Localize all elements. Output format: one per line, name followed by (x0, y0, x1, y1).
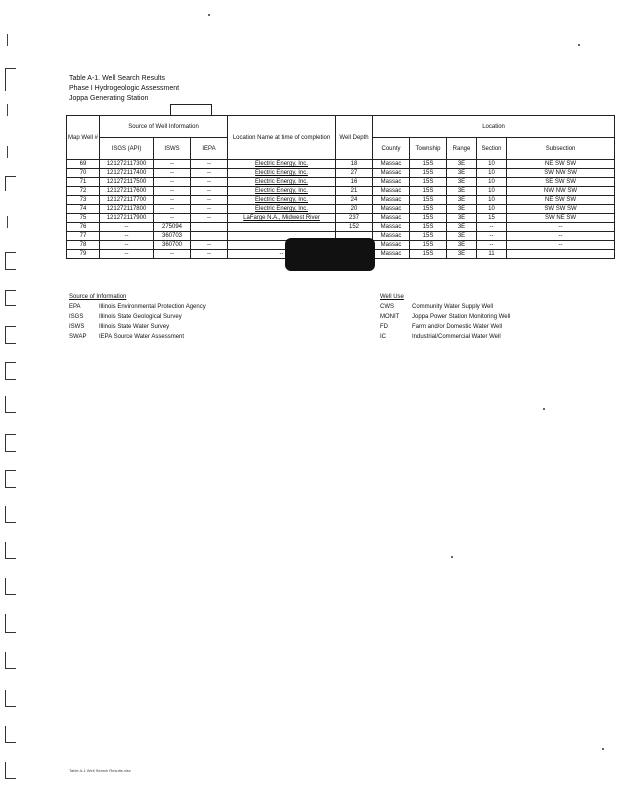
cell-depth: 152 (336, 223, 373, 232)
cell-county: Massac (373, 169, 410, 178)
cell-iepa (191, 223, 228, 232)
cell-isws: 275094 (154, 223, 191, 232)
legend-item (380, 302, 510, 312)
cell-subsection: NW NW SW (507, 187, 615, 196)
legend-sources-heading: Source of Information (69, 294, 127, 300)
cell-name: Electric Energy, Inc. (228, 187, 336, 196)
binder-mark (5, 68, 16, 91)
cell-range: 3E (447, 223, 477, 232)
cell-county: Massac (373, 241, 410, 250)
legend-code: ISWS (69, 324, 85, 330)
cell-county: Massac (373, 196, 410, 205)
cell-map: 72 (67, 187, 100, 196)
cell-subsection: -- (507, 232, 615, 241)
cell-isws: 360700 (154, 241, 191, 250)
legend-code: IC (380, 334, 386, 340)
cell-range: 3E (447, 178, 477, 187)
binder-mark (7, 216, 8, 228)
cell-isgs: 121272117700 (100, 196, 154, 205)
binder-mark (5, 690, 16, 707)
cell-isgs: 121272117300 (100, 160, 154, 169)
cell-map: 78 (67, 241, 100, 250)
cell-section: 10 (477, 196, 507, 205)
cell-township: 15S (410, 214, 447, 223)
cell-subsection: NE SW SW (507, 160, 615, 169)
speck (451, 556, 453, 558)
cell-name: Electric Energy, Inc. (228, 196, 336, 205)
cell-township: 15S (410, 250, 447, 259)
binder-mark (5, 614, 16, 633)
speck (208, 14, 210, 16)
cell-name: -- (228, 250, 336, 259)
binder-mark (5, 252, 16, 270)
col-well-depth: Well Depth (336, 116, 373, 160)
cell-map: 77 (67, 232, 100, 241)
col-location-group: Location (373, 116, 615, 138)
col-iepa: IEPA (191, 138, 228, 160)
binder-mark (5, 176, 16, 191)
legend-well-use (380, 292, 510, 342)
cell-iepa: -- (191, 196, 228, 205)
cell-name: Electric Energy, Inc. (228, 178, 336, 187)
binder-mark (5, 290, 16, 306)
cell-map: 76 (67, 223, 100, 232)
cell-iepa: -- (191, 178, 228, 187)
cell-range: 3E (447, 241, 477, 250)
binder-mark (5, 652, 16, 669)
site-name: Joppa Generating Station (69, 95, 149, 102)
cell-county: Massac (373, 250, 410, 259)
redaction-block (285, 238, 375, 271)
binder-mark (5, 396, 16, 413)
cell-county: Massac (373, 187, 410, 196)
legend-item (69, 332, 206, 342)
cell-section: -- (477, 223, 507, 232)
cell-section: -- (477, 232, 507, 241)
cell-isgs: -- (100, 241, 154, 250)
cell-iepa: -- (191, 214, 228, 223)
col-isgs: ISGS (API) (100, 138, 154, 160)
cell-section: 10 (477, 160, 507, 169)
cell-map: 75 (67, 214, 100, 223)
cell-subsection: SW NE SW (507, 214, 615, 223)
cell-subsection (507, 250, 615, 259)
cell-township: 15S (410, 223, 447, 232)
cell-subsection: -- (507, 241, 615, 250)
cell-subsection: -- (507, 223, 615, 232)
cell-depth: 237 (336, 214, 373, 223)
cell-isgs: -- (100, 223, 154, 232)
cell-depth: 24 (336, 196, 373, 205)
cell-township: 15S (410, 205, 447, 214)
cell-county: Massac (373, 214, 410, 223)
cell-iepa: -- (191, 187, 228, 196)
cell-range: 3E (447, 205, 477, 214)
legend-text: Illinois Environmental Protection Agency (99, 304, 206, 310)
speck (602, 748, 604, 750)
cell-section: 10 (477, 169, 507, 178)
cell-county: Massac (373, 160, 410, 169)
cell-township: 15S (410, 160, 447, 169)
cell-subsection: SW NW SW (507, 169, 615, 178)
cell-range: 3E (447, 160, 477, 169)
table-row (67, 223, 615, 232)
binder-mark (7, 34, 8, 46)
cell-subsection: SW SW SW (507, 205, 615, 214)
cell-range: 3E (447, 187, 477, 196)
cell-map: 74 (67, 205, 100, 214)
table-subtitle: Phase I Hydrogeologic Assessment (69, 85, 180, 92)
cell-range: 3E (447, 214, 477, 223)
legend-item (380, 332, 510, 342)
legend-item (69, 322, 206, 332)
legend-text: Farm and/or Domestic Water Well (412, 324, 503, 330)
cell-depth: 16 (336, 178, 373, 187)
binder-mark (5, 470, 16, 488)
legend-code: ISGS (69, 314, 84, 320)
cell-depth: 20 (336, 205, 373, 214)
binder-mark (7, 146, 8, 158)
cell-isgs: 121272117500 (100, 178, 154, 187)
cell-depth: 21 (336, 187, 373, 196)
col-source-group: Source of Well Information (100, 116, 228, 138)
cell-iepa: -- (191, 169, 228, 178)
legend-use-heading: Well Use (380, 294, 404, 300)
cell-township: 15S (410, 232, 447, 241)
cell-isws: -- (154, 187, 191, 196)
cell-range: 3E (447, 232, 477, 241)
cell-isws: -- (154, 250, 191, 259)
cell-depth: 18 (336, 160, 373, 169)
col-subsection: Subsection (507, 138, 615, 160)
cell-section: 11 (477, 250, 507, 259)
table-row (67, 169, 615, 178)
footer-filename: Table A-1 Well Search Results.xlsx (69, 768, 131, 773)
cell-name: Electric Energy, Inc. (228, 169, 336, 178)
cell-range: 3E (447, 196, 477, 205)
cell-section: 15 (477, 214, 507, 223)
cell-map: 73 (67, 196, 100, 205)
cell-isgs: 121272117600 (100, 187, 154, 196)
legend-item (380, 322, 510, 332)
table-title: Table A-1. Well Search Results (69, 75, 165, 82)
binder-mark (5, 434, 16, 452)
cell-section: -- (477, 241, 507, 250)
cell-isws: 360703 (154, 232, 191, 241)
cell-name: Electric Energy, Inc. (228, 205, 336, 214)
legend-text: IEPA Source Water Assessment (99, 334, 185, 340)
cell-iepa: -- (191, 241, 228, 250)
legend-code: EPA (69, 304, 81, 310)
cell-township: 15S (410, 178, 447, 187)
cell-range: 3E (447, 250, 477, 259)
cell-iepa: -- (191, 250, 228, 259)
cell-township: 15S (410, 241, 447, 250)
binder-mark (5, 542, 16, 559)
cell-iepa: -- (191, 205, 228, 214)
cell-county: Massac (373, 232, 410, 241)
cell-township: 15S (410, 169, 447, 178)
cell-isws: -- (154, 214, 191, 223)
binder-mark (7, 104, 8, 116)
legend-item (69, 312, 206, 322)
cell-isws: -- (154, 205, 191, 214)
cell-range: 3E (447, 169, 477, 178)
legend-text: Community Water Supply Well (412, 304, 494, 310)
col-isws: ISWS (154, 138, 191, 160)
table-row (67, 178, 615, 187)
legend-text: Industrial/Commercial Water Well (412, 334, 501, 340)
cell-isgs: 121272117800 (100, 205, 154, 214)
cell-isws: -- (154, 196, 191, 205)
legend-text: Illinois State Water Survey (99, 324, 170, 330)
table-row (67, 187, 615, 196)
cell-section: 10 (477, 178, 507, 187)
col-township: Township (410, 138, 447, 160)
binder-mark (5, 762, 16, 779)
cell-subsection: SE SW SW (507, 178, 615, 187)
col-location-name: Location Name at time of completion (228, 116, 336, 160)
cell-map: 69 (67, 160, 100, 169)
speck (578, 44, 580, 46)
cell-map: 79 (67, 250, 100, 259)
legend-code: MONIT (380, 314, 400, 320)
cell-county: Massac (373, 178, 410, 187)
cell-name (228, 223, 336, 232)
legend-item (380, 312, 510, 322)
legend-code: SWAP (69, 334, 87, 340)
cell-county: Massac (373, 223, 410, 232)
cell-township: 15S (410, 187, 447, 196)
cell-subsection: NE SW SW (507, 196, 615, 205)
legend-item (69, 302, 206, 312)
legend-sources (69, 292, 206, 342)
cell-isgs: -- (100, 250, 154, 259)
binder-mark (5, 326, 16, 344)
header-box (170, 104, 212, 115)
cell-isws: -- (154, 178, 191, 187)
cell-depth: 27 (336, 169, 373, 178)
col-range: Range (447, 138, 477, 160)
speck (543, 408, 545, 410)
col-county: County (373, 138, 410, 160)
cell-name: Electric Energy, Inc. (228, 160, 336, 169)
legend-code: CWS (380, 304, 394, 310)
legend-text: Illinois State Geological Survey (99, 314, 182, 320)
table-row (67, 205, 615, 214)
table-row (67, 196, 615, 205)
cell-iepa: -- (191, 160, 228, 169)
legend-text: Joppa Power Station Monitoring Well (412, 314, 511, 320)
cell-county: Massac (373, 205, 410, 214)
cell-isgs: 121272117900 (100, 214, 154, 223)
binder-mark (5, 506, 16, 523)
cell-section: 10 (477, 205, 507, 214)
cell-map: 71 (67, 178, 100, 187)
binder-mark (5, 578, 16, 595)
cell-isws: -- (154, 160, 191, 169)
legend-code: FD (380, 324, 388, 330)
cell-iepa (191, 232, 228, 241)
table-row (67, 160, 615, 169)
col-section: Section (477, 138, 507, 160)
cell-name: LaFarge N.A., Midwest River (228, 214, 336, 223)
binder-mark (5, 362, 16, 380)
cell-isgs: -- (100, 232, 154, 241)
cell-section: 10 (477, 187, 507, 196)
binder-mark (5, 726, 16, 743)
cell-isws: -- (154, 169, 191, 178)
col-map-well: Map Well # (67, 116, 100, 160)
cell-isgs: 121272117400 (100, 169, 154, 178)
cell-township: 15S (410, 196, 447, 205)
cell-map: 70 (67, 169, 100, 178)
table-row (67, 214, 615, 223)
